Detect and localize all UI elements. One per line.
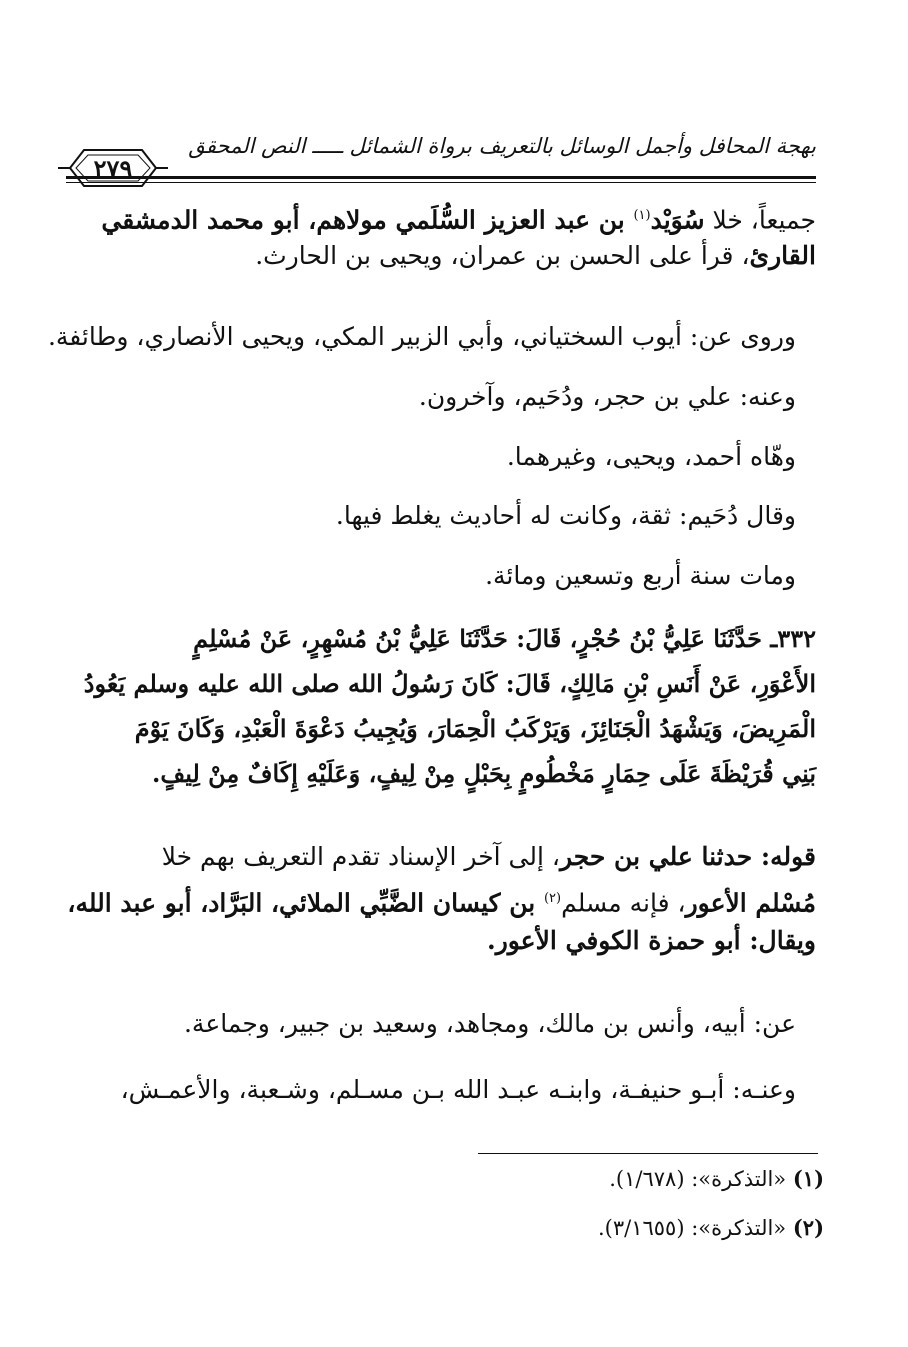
hadith-line: الْمَرِيضَ، وَيَشْهَدُ الْجَنَائِزَ، وَيَرْكَبُ الْحِمَارَ، وَيُجِيبُ دَعْوَةَ الْعَبْدِ، وَكَانَ يَوْمَ: [134, 714, 816, 743]
hadith-line: الأَعْوَرِ، عَنْ أَنَسِ بْنِ مَالِكٍ، قَالَ: كَانَ رَسُولُ الله صلى الله عليه وسلم يَعُودُ: [83, 669, 816, 698]
text-line: وعنـه: أبـو حنيفـة، وابنـه عبـد الله بـن مسـلم، وشـعبة، والأعمـش،: [120, 1075, 796, 1104]
paragraph-weakened: [90, 437, 816, 477]
paragraph-duhaym: [90, 496, 816, 536]
text-line: ومات سنة أربع وتسعين ومائة.: [485, 561, 796, 590]
footnote-text: «التذكرة»: (٣/١٦٥٥).: [597, 1216, 787, 1240]
footnote: [324, 1215, 824, 1240]
text-line: [90, 236, 816, 276]
hadith-text: [83, 616, 816, 796]
text-run: ، قرأ على الحسن بن عمران، ويحيى بن الحارث.: [255, 241, 750, 270]
text-run: ، إلى آخر الإسناد تقدم التعريف بهم خلا: [161, 842, 560, 871]
narrator-name: سُوَيْد: [650, 205, 705, 235]
footnote-marker: (١): [633, 208, 651, 223]
paragraph-narrated-from-2: [90, 1004, 816, 1044]
page-number: ٢٧٩: [93, 154, 133, 183]
narrator-name: مُسْلم الأعور: [685, 888, 816, 918]
text-line: وقال دُحَيم: ثقة، وكانت له أحاديث يغلط فيها.: [335, 501, 796, 530]
paragraph-narrated-from: [47, 317, 816, 357]
running-title: بهجة المحافل وأجمل الوسائل بالتعريف برواة الشمائل ـــــ النص المحقق: [188, 134, 816, 158]
narrator-title: القارئ: [749, 241, 816, 270]
header-rule: [66, 176, 816, 183]
paragraph-narrated-by: [90, 377, 816, 417]
commentary-paragraph: [67, 836, 816, 962]
footnote-separator: [478, 1153, 818, 1154]
text-line: عن: أبيه، وأنس بن مالك، ومجاهد، وسعيد بن جبير، وجماعة.: [183, 1009, 796, 1038]
narrator-kunya: أبو حمزة الكوفي الأعور.: [486, 926, 741, 955]
page-number-frame: [58, 146, 168, 190]
paragraph-death: [90, 556, 816, 596]
hadith-line: بَنِي قُرَيْظَةَ عَلَى حِمَارٍ مَخْطُومٍ بِحَبْلٍ مِنْ لِيفٍ، وَعَلَيْهِ إِكَافٌ مِنْ لِيفٍ.: [152, 759, 816, 788]
footnote-number: (٢): [792, 1215, 824, 1240]
footnote-number: (١): [792, 1166, 824, 1191]
text-line: وهّاه أحمد، ويحيى، وغيرهما.: [506, 442, 796, 471]
text-line: وعنه: علي بن حجر، ودُحَيم، وآخرون.: [418, 382, 796, 411]
footnote: [324, 1166, 824, 1191]
text-line: [90, 920, 816, 962]
narrator-name: بن كيسان الضَّبِّي الملائي، البَرَّاد، أبو عبد الله،: [67, 888, 544, 918]
quoted-phrase: قوله: حدثنا علي بن حجر: [559, 842, 816, 871]
hadith-line: ٣٣٢ـ حَدَّثَنَا عَلِيُّ بْنُ حُجْرٍ، قَالَ: حَدَّثَنَا عَلِيُّ بْنُ مُسْهِرٍ، عَنْ مُسْلِمٍ: [193, 624, 816, 653]
text-line: وروى عن: أيوب السختياني، وأبي الزبير المكي، ويحيى الأنصاري، وطائفة.: [47, 322, 796, 351]
footnote-text: «التذكرة»: (١/٦٧٨).: [609, 1167, 787, 1191]
text-run: ، فإنه مسلم: [561, 888, 686, 918]
text-run: ويقال:: [740, 926, 816, 955]
footnote-marker: (٢): [543, 891, 562, 906]
text-run: جميعاً، خلا: [704, 205, 816, 235]
text-line: [90, 836, 816, 878]
narrator-name: بن عبد العزيز السُّلَمي مولاهم، أبو محمد الدمشقي: [101, 205, 634, 235]
paragraph-narrated-by-2: [90, 1070, 816, 1110]
paragraph-suwayd: [90, 196, 816, 276]
text-line: [90, 196, 816, 236]
text-line: [67, 878, 816, 920]
